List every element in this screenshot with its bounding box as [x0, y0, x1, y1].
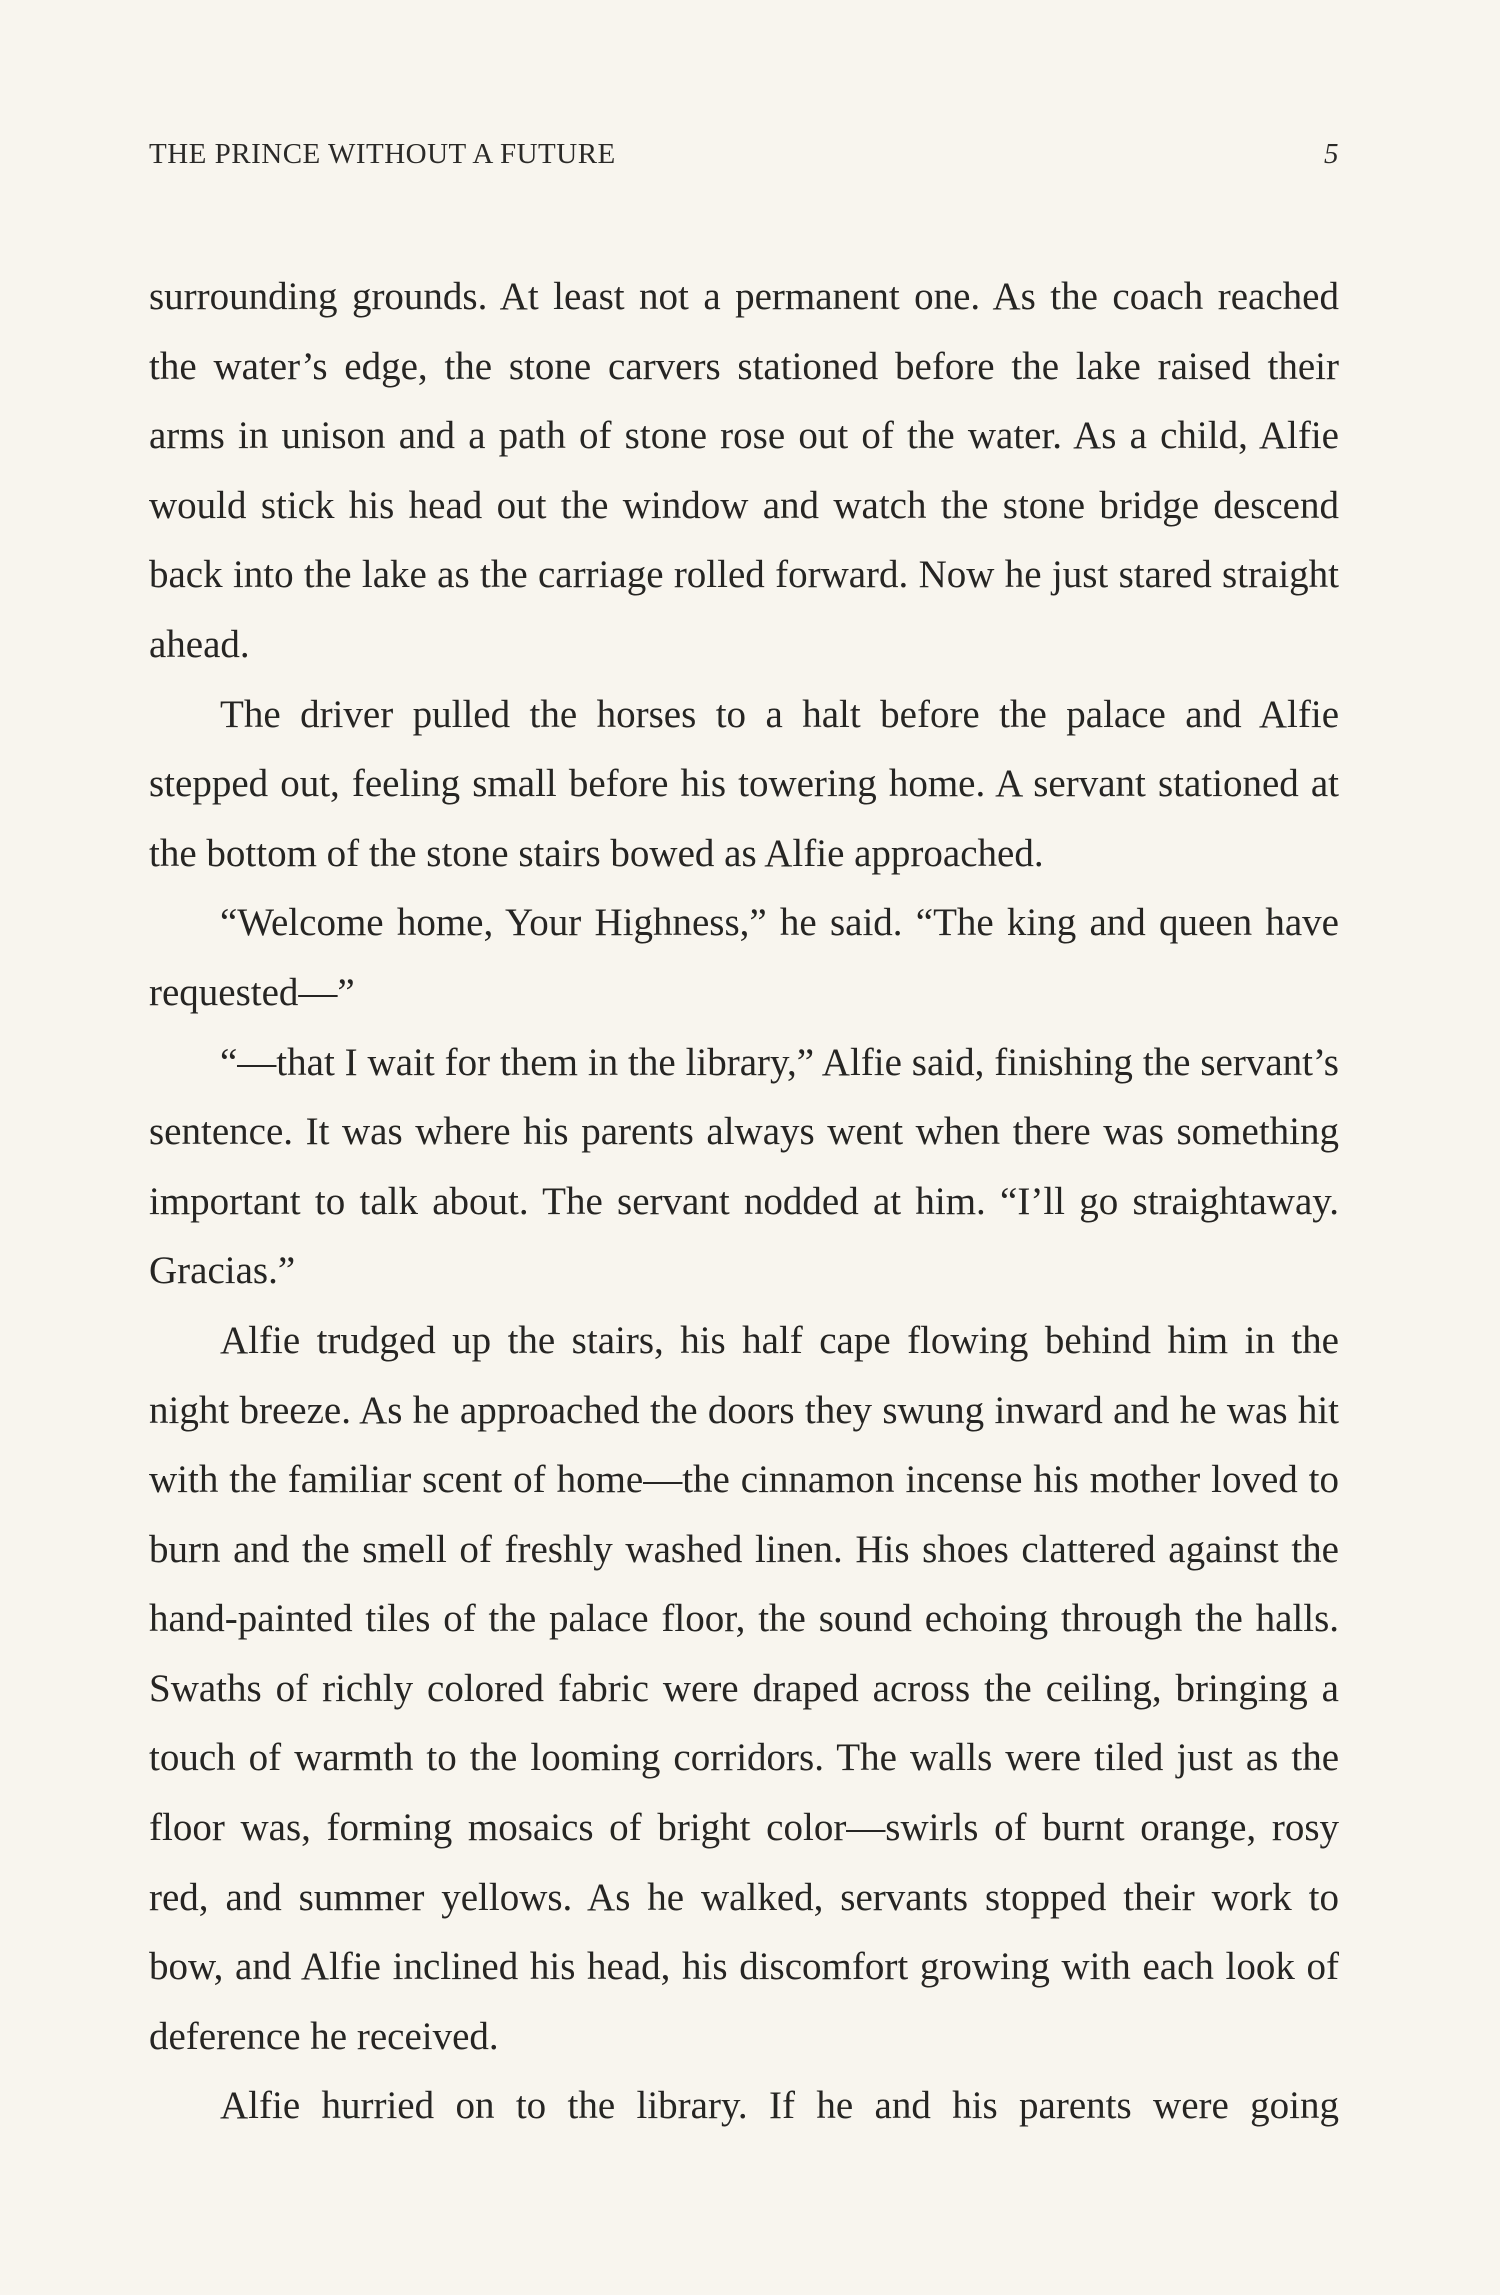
paragraph: Alfie trudged up the stairs, his half cape flowing behind him in the night breeze. As he approached the doors they swung inward and he was hit with the familiar scent of home—the cinnamon incense his mother loved to burn and the smell of freshly washed linen. His shoes clattered against the hand-painted tiles of the palace floor, the sound echoing through the halls. Swaths of richly colored fabric were draped across the ceiling, bringing a touch of warmth to the looming corridors. The walls were tiled just as the floor was, forming mosaics of bright color—swirls of burnt orange, rosy red, and summer yellows. As he walked, servants stopped their work to bow, and Alfie inclined his head, his discomfort growing with each look of deference he received.: [149, 1318, 1339, 2058]
page-number: 5: [1324, 138, 1339, 170]
paragraph-continuation: surrounding grounds. At least not a permanent one. As the coach reached the water’s edge, the stone carvers stationed before the lake raised their arms in unison and a path of stone rose out of the water. As a child, Alfie would stick his head out the window and watch the stone bridge descend back into the lake as the carriage rolled forward. Now he just stared straight ahead.: [149, 275, 1339, 666]
paragraph-dialogue: “Welcome home, Your Highness,” he said. “The king and queen have requested—”: [149, 901, 1339, 1014]
paragraph: The driver pulled the horses to a halt before the palace and Alfie stepped out, feeling small before his towering home. A servant stationed at the bottom of the stone stairs bowed as Alfie approached.: [149, 692, 1339, 875]
body-text: [149, 262, 1339, 2141]
paragraph-continues-next-page: Alfie hurried on to the library. If he and his parents were going: [220, 2084, 1339, 2128]
running-head: [149, 138, 1339, 178]
paragraph-dialogue: “—that I wait for them in the library,” Alfie said, finishing the servant’s sentence. It was where his parents always went when there was something important to talk about. The servant nodded at him. “I’ll go straightaway. Gracias.”: [149, 1040, 1339, 1293]
book-title: THE PRINCE WITHOUT A FUTURE: [149, 138, 616, 170]
